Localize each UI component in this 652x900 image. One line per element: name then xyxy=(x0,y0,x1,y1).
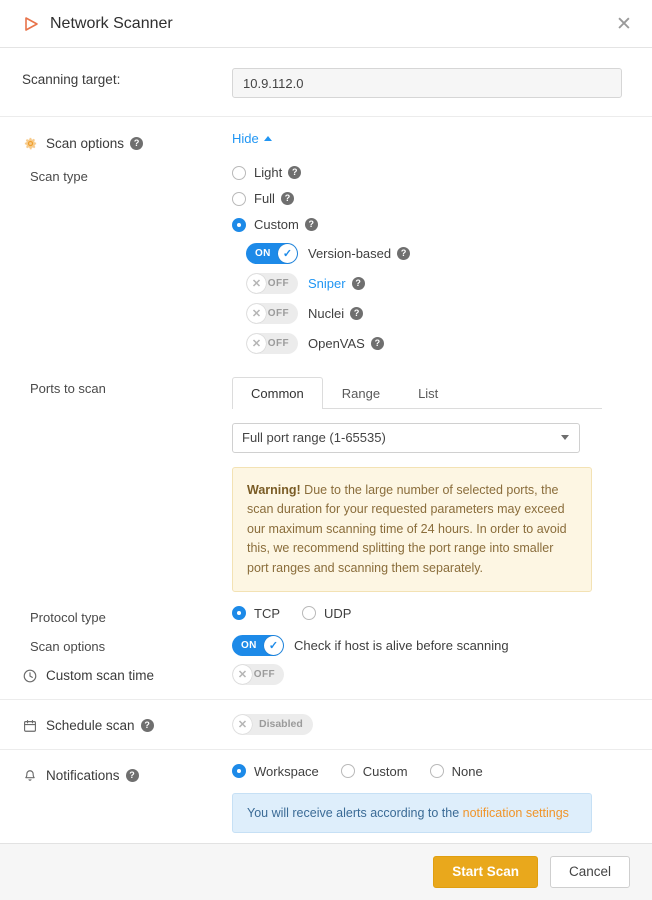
close-icon[interactable]: ✕ xyxy=(616,12,632,35)
schedule-scan-section xyxy=(0,700,652,750)
scan-type-option-custom[interactable] xyxy=(232,217,630,232)
scan-type-option-light[interactable] xyxy=(232,165,630,180)
toggle-knob-x-icon: ✕ xyxy=(247,304,266,323)
dialog-footer xyxy=(0,843,652,900)
help-icon[interactable]: ? xyxy=(281,192,294,205)
notifications-radios xyxy=(232,764,630,779)
notifications-section xyxy=(0,750,652,833)
radio-light[interactable] xyxy=(232,166,246,180)
notification-option-none[interactable] xyxy=(430,764,483,779)
notification-option-workspace[interactable] xyxy=(232,764,319,779)
dialog-body xyxy=(0,48,652,843)
engine-label-openvas: OpenVAS xyxy=(308,336,365,351)
toggle-state-label: OFF xyxy=(267,338,289,349)
schedule-scan-label xyxy=(22,718,232,734)
engine-label-sniper[interactable]: Sniper xyxy=(308,276,346,291)
schedule-scan-text: Schedule scan xyxy=(46,718,135,734)
calendar-icon xyxy=(22,718,38,734)
engine-row-sniper xyxy=(246,273,630,294)
scan-options-header xyxy=(0,117,652,165)
ports-section xyxy=(0,377,652,606)
engine-row-openvas xyxy=(246,333,630,354)
engine-label-nuclei: Nuclei xyxy=(308,306,345,321)
schedule-disabled-pill[interactable] xyxy=(232,714,313,735)
notification-option-custom[interactable] xyxy=(341,764,408,779)
toggle-openvas[interactable] xyxy=(246,333,298,354)
scan-type-label: Scan type xyxy=(30,169,88,184)
toggle-nuclei[interactable] xyxy=(246,303,298,324)
clock-icon xyxy=(22,668,38,684)
radio-udp[interactable] xyxy=(302,606,316,620)
radio-tcp[interactable] xyxy=(232,606,246,620)
notification-settings-link[interactable]: notification settings xyxy=(462,805,569,820)
engine-label-version-based: Version-based xyxy=(308,246,392,261)
help-icon[interactable]: ? xyxy=(126,769,139,782)
toggle-state-label: OFF xyxy=(253,668,275,680)
bell-icon xyxy=(22,768,38,784)
scan-type-option-full[interactable] xyxy=(232,191,630,206)
toggle-state-label: OFF xyxy=(267,308,289,319)
ports-label: Ports to scan xyxy=(30,381,106,396)
port-range-select[interactable]: Full port range (1-65535) xyxy=(232,423,580,453)
radio-none[interactable] xyxy=(430,764,444,778)
notifications-label xyxy=(22,768,232,784)
toggle-state-label: ON xyxy=(241,639,257,651)
help-icon[interactable]: ? xyxy=(130,137,143,150)
custom-scan-time-section xyxy=(0,664,652,700)
radio-udp-label: UDP xyxy=(324,605,352,621)
radio-custom-notification-label: Custom xyxy=(362,763,408,779)
warning-title: Warning! xyxy=(247,483,301,497)
alive-check-description: Check if host is alive before scanning xyxy=(294,637,509,653)
toggle-knob-x-icon: ✕ xyxy=(247,334,266,353)
scan-options-text: Scan options xyxy=(46,135,125,151)
protocol-option-tcp[interactable] xyxy=(232,606,280,621)
tab-range[interactable]: Range xyxy=(341,386,381,401)
warning-text: Due to the large number of selected ports, the scan duration for your requested parameters may exceed our maximum scanning time of 24 hours. In order to avoid this, we recommend splitting the port range into smaller port ranges and scanning them separately. xyxy=(247,483,567,575)
toggle-custom-scan-time[interactable] xyxy=(232,664,284,685)
scanning-target-input[interactable] xyxy=(232,68,622,98)
port-range-select-wrap xyxy=(232,423,580,453)
help-icon[interactable]: ? xyxy=(397,247,410,260)
radio-full[interactable] xyxy=(232,192,246,206)
custom-scan-time-label xyxy=(22,668,232,684)
help-icon[interactable]: ? xyxy=(305,218,318,231)
radio-custom-label: Custom xyxy=(254,217,299,232)
notifications-info-box xyxy=(232,793,592,833)
toggle-knob-x-icon: ✕ xyxy=(247,274,266,293)
scanning-target-label: Scanning target: xyxy=(22,72,121,87)
protocol-radios xyxy=(232,606,630,621)
toggle-sniper[interactable] xyxy=(246,273,298,294)
radio-tcp-label: TCP xyxy=(254,605,280,621)
help-icon[interactable]: ? xyxy=(371,337,384,350)
radio-custom[interactable] xyxy=(232,218,246,232)
radio-full-label: Full xyxy=(254,191,275,206)
toggle-knob-check-icon: ✓ xyxy=(264,636,283,655)
ports-tabs xyxy=(232,377,602,409)
notifications-info-text: You will receive alerts according to the xyxy=(247,805,463,820)
radio-none-label: None xyxy=(451,763,483,779)
protocol-section xyxy=(0,606,652,635)
alive-check-section xyxy=(0,635,652,664)
engine-row-nuclei xyxy=(246,303,630,324)
protocol-option-udp[interactable] xyxy=(302,606,351,621)
schedule-state-label: Disabled xyxy=(259,718,303,731)
dialog-titlebar xyxy=(0,0,652,48)
toggle-knob-check-icon: ✓ xyxy=(278,244,297,263)
radio-workspace-label: Workspace xyxy=(254,763,319,779)
help-icon[interactable]: ? xyxy=(141,719,154,732)
custom-scan-time-text: Custom scan time xyxy=(46,668,155,684)
play-icon xyxy=(22,15,40,33)
toggle-state-label: OFF xyxy=(267,278,289,289)
radio-custom-notification[interactable] xyxy=(341,764,355,778)
cancel-button[interactable]: Cancel xyxy=(550,856,630,888)
start-scan-button[interactable]: Start Scan xyxy=(433,856,538,888)
scan-options-label xyxy=(22,135,232,151)
toggle-version-based[interactable] xyxy=(246,243,298,264)
help-icon[interactable]: ? xyxy=(350,307,363,320)
notifications-text: Notifications xyxy=(46,768,120,784)
alive-check-label: Scan options xyxy=(30,638,106,654)
hide-link-label: Hide xyxy=(232,131,259,146)
help-icon[interactable]: ? xyxy=(352,277,365,290)
toggle-knob-x-icon: ✕ xyxy=(233,715,252,734)
gear-icon xyxy=(22,135,38,151)
engine-row-version-based xyxy=(246,243,630,264)
toggle-knob-x-icon: ✕ xyxy=(233,665,252,684)
toggle-state-label: ON xyxy=(255,248,271,259)
chevron-up-icon xyxy=(264,136,272,141)
toggle-alive-check[interactable] xyxy=(232,635,284,656)
radio-light-label: Light xyxy=(254,165,283,180)
hide-scan-options-link[interactable] xyxy=(232,131,272,146)
tab-list[interactable]: List xyxy=(418,386,439,401)
help-icon[interactable]: ? xyxy=(288,166,301,179)
ports-warning-box xyxy=(232,467,592,592)
scan-type-section xyxy=(0,165,652,377)
scan-engines-list xyxy=(232,243,630,354)
radio-workspace[interactable] xyxy=(232,764,246,778)
scanning-target-section xyxy=(0,48,652,117)
tab-common[interactable]: Common xyxy=(232,377,323,409)
protocol-label: Protocol type xyxy=(30,609,106,625)
alive-check-row xyxy=(232,635,630,656)
page-title: Network Scanner xyxy=(50,14,173,32)
